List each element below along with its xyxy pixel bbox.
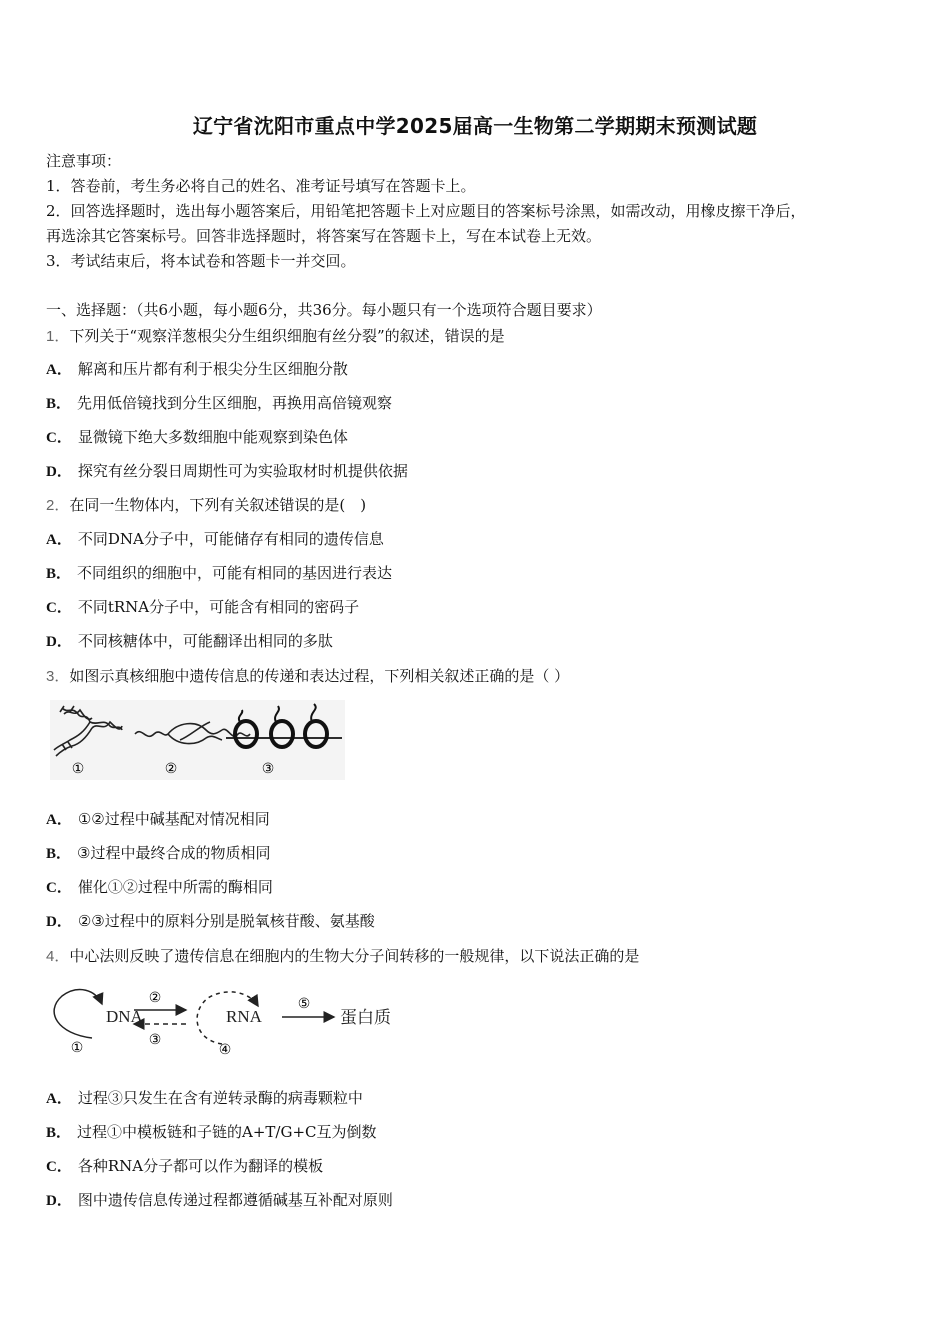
option-row (46, 1088, 906, 1109)
section-heading: 一、选择题：（共6小题，每小题6分，共36分。每小题只有一个选项符合题目要求） (46, 301, 602, 319)
option-row (46, 843, 906, 864)
question-number: 3． (46, 668, 70, 685)
process-label-5: ⑤ (297, 997, 311, 1012)
option-row (46, 911, 906, 932)
option-row (46, 393, 906, 414)
option-text: ③过程中最终合成的物质相同 (77, 844, 271, 862)
question-number: 2． (46, 497, 70, 514)
option-text: 不同DNA分子中，可能储存有相同的遗传信息 (77, 530, 384, 548)
option-letter: D． (46, 914, 72, 930)
figure-background (50, 700, 345, 780)
gene-expression-figure (50, 700, 345, 780)
option-row (46, 809, 906, 830)
option-text: 解离和压片都有利于根尖分生区细胞分散 (77, 360, 348, 378)
option-row (46, 563, 906, 584)
page-title: 辽宁省沈阳市重点中学2025届高一生物第二学期期末预测试题 (192, 114, 758, 138)
rna-label: RNA (226, 1007, 262, 1026)
option-letter: A． (46, 1091, 72, 1107)
option-text: 各种RNA分子都可以作为翻译的模板 (77, 1157, 324, 1175)
option-letter: C． (46, 430, 72, 446)
option-row (46, 359, 906, 380)
option-letter: C． (46, 880, 72, 896)
option-letter: A． (46, 812, 72, 828)
option-text: 过程③只发生在含有逆转录酶的病毒颗粒中 (77, 1089, 363, 1107)
question-stem (46, 946, 906, 967)
figure-label-3: ③ (261, 762, 275, 777)
option-letter: D． (46, 634, 72, 650)
option-letter: B． (46, 1125, 72, 1141)
note-item: 3．考试结束后，将本试卷和答题卡一并交回。 (46, 252, 356, 270)
figure-label-1: ① (71, 762, 85, 777)
option-letter: A． (46, 362, 72, 378)
note-item: 1．答卷前，考生务必将自己的姓名、准考证号填写在答题卡上。 (46, 177, 476, 195)
option-text: 过程①中模板链和子链的A+T/G+C互为倒数 (77, 1123, 377, 1141)
option-letter: C． (46, 600, 72, 616)
question-text: 中心法则反映了遗传信息在细胞内的生物大分子间转移的一般规律，以下说法正确的是 (69, 947, 640, 965)
option-letter: B． (46, 566, 72, 582)
note-item: 2．回答选择题时，选出每小题答案后，用铅笔把答题卡上对应题目的答案标号涂黑，如需改动，用橡皮擦干净后， (46, 202, 806, 220)
figure-label-2: ② (164, 762, 178, 777)
option-text: 先用低倍镜找到分生区细胞，再换用高倍镜观察 (77, 394, 393, 412)
option-row (46, 597, 906, 618)
central-dogma-figure (44, 982, 414, 1062)
option-text: 图中遗传信息传递过程都遵循碱基互补配对原则 (77, 1191, 393, 1209)
question-number: 1． (46, 328, 70, 345)
process-label-1: ① (70, 1041, 84, 1056)
option-row (46, 877, 906, 898)
option-text: 显微镜下绝大多数细胞中能观察到染色体 (77, 428, 348, 446)
question-number: 4． (46, 948, 70, 965)
replication-loop-arrow (54, 990, 102, 1038)
option-letter: C． (46, 1159, 72, 1175)
dna-label: DNA (106, 1007, 143, 1026)
option-row (46, 631, 906, 652)
option-letter: B． (46, 396, 72, 412)
protein-label: 蛋白质 (340, 1008, 391, 1028)
question-stem (46, 326, 906, 347)
gene-expression-diagram (50, 700, 345, 780)
option-letter: B． (46, 846, 72, 862)
option-text: 不同tRNA分子中，可能含有相同的密码子 (77, 598, 360, 616)
option-letter: D． (46, 1193, 72, 1209)
option-row (46, 461, 906, 482)
option-text: ②③过程中的原料分别是脱氧核苷酸、氨基酸 (77, 912, 375, 930)
option-text: 探究有丝分裂日周期性可为实验取材时机提供依据 (77, 462, 408, 480)
process-label-2: ② (148, 991, 162, 1006)
question-stem (46, 495, 906, 516)
question-stem (46, 666, 906, 687)
option-letter: D． (46, 464, 72, 480)
note-item: 再选涂其它答案标号。回答非选择题时，将答案写在答题卡上，写在本试卷上无效。 (46, 227, 602, 245)
process-label-4: ④ (218, 1043, 232, 1058)
option-text: 催化①②过程中所需的酶相同 (77, 878, 273, 896)
option-text: 不同组织的细胞中，可能有相同的基因进行表达 (77, 564, 393, 582)
option-text: ①②过程中碱基配对情况相同 (77, 810, 270, 828)
notes-heading: 注意事项： (46, 152, 122, 170)
option-text: 不同核糖体中，可能翻译出相同的多肽 (77, 632, 333, 650)
question-text: 在同一生物体内，下列有关叙述错误的是( ) (69, 496, 367, 514)
question-text: 如图示真核细胞中遗传信息的传递和表达过程，下列相关叙述正确的是（ ） (69, 667, 570, 685)
option-letter: A． (46, 532, 72, 548)
process-label-3: ③ (148, 1033, 162, 1048)
central-dogma-diagram (44, 982, 414, 1062)
option-row (46, 529, 906, 550)
option-row (46, 1122, 906, 1143)
question-text: 下列关于“观察洋葱根尖分生组织细胞有丝分裂”的叙述，错误的是 (69, 327, 505, 345)
option-row (46, 427, 906, 448)
option-row (46, 1156, 906, 1177)
option-row (46, 1190, 906, 1211)
